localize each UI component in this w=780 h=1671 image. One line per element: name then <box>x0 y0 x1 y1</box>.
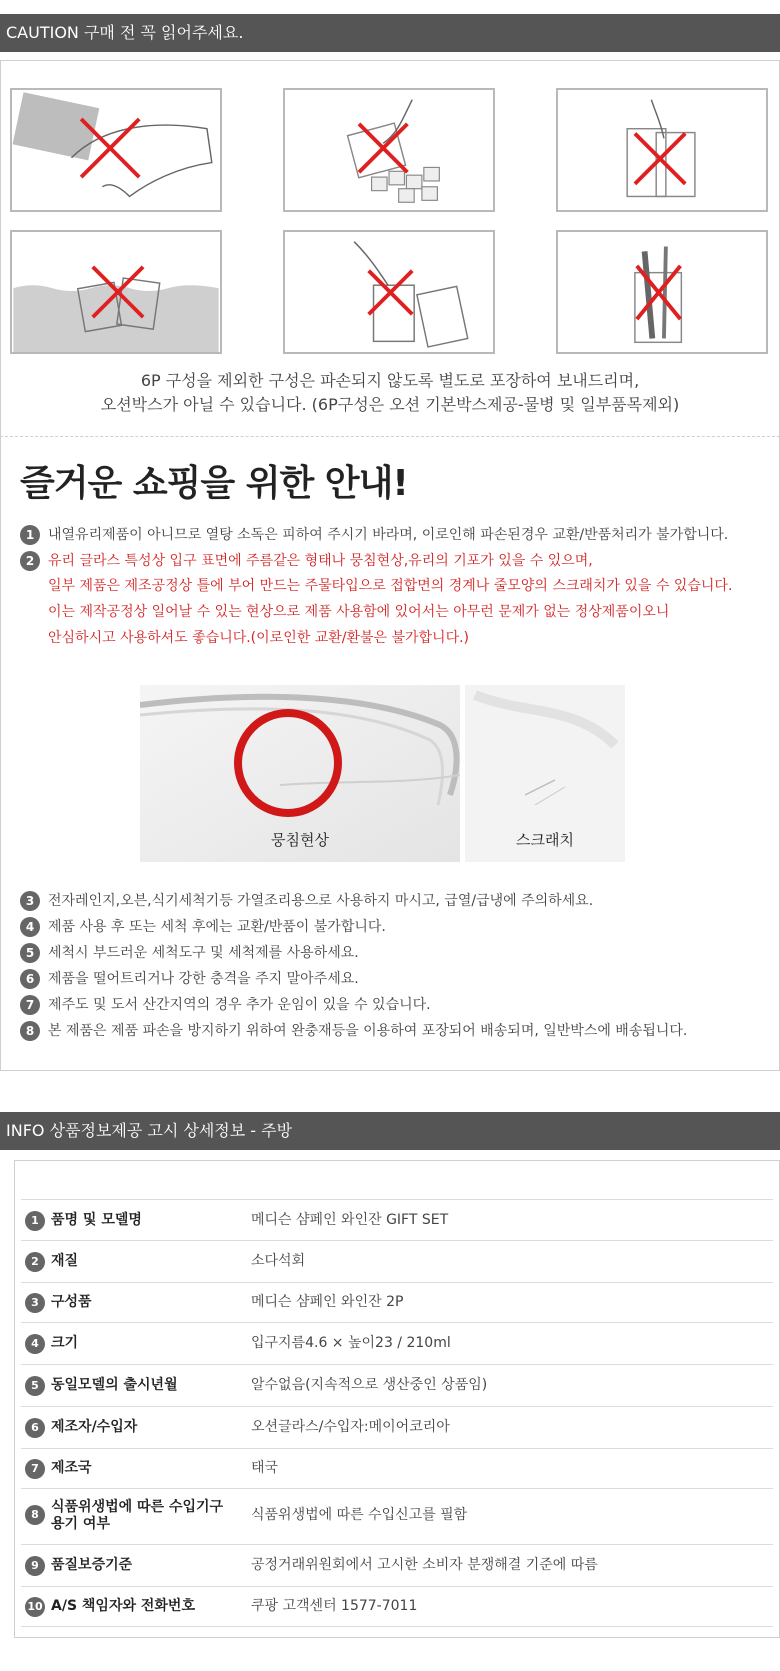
info-value: 태국 <box>251 1460 279 1476</box>
info-row <box>21 1200 773 1241</box>
caution-illustration-soaking <box>10 230 222 354</box>
info-value: 메디슨 샴페인 와인잔 GIFT SET <box>251 1212 449 1228</box>
note-number: 4 <box>20 917 40 937</box>
clumping-photo <box>140 685 460 862</box>
scratch-photo <box>465 685 625 862</box>
clumping-label: 뭉침현상 <box>271 831 329 849</box>
info-value: 입구지름4.6 × 높이23 / 210ml <box>251 1335 451 1351</box>
info-header: INFO 상품정보제공 고시 상세정보 - 주방 <box>0 1112 780 1150</box>
note-item <box>20 917 386 937</box>
note-number: 5 <box>20 943 40 963</box>
info-key-continued: 용기 여부 <box>51 1516 110 1532</box>
info-key: 크기 <box>51 1335 79 1351</box>
info-number: 5 <box>25 1376 45 1396</box>
note-item <box>20 995 431 1015</box>
caution-illustration-ice <box>283 88 495 212</box>
info-number: 4 <box>25 1334 45 1354</box>
note-item <box>20 943 359 963</box>
caution-illustration-hot-cold <box>283 230 495 354</box>
info-key: A/S 책임자와 전화번호 <box>51 1598 195 1614</box>
info-number: 8 <box>25 1505 45 1525</box>
info-value: 오션글라스/수입자:메이어코리아 <box>251 1419 450 1435</box>
info-row <box>21 1241 773 1283</box>
info-key: 품질보증기준 <box>51 1557 133 1573</box>
note-text: 제품을 떨어트리거나 강한 충격을 주지 말아주세요. <box>48 971 359 987</box>
note-text: 전자레인지,오븐,식기세척기등 가열조리용으로 사용하지 마시고, 급열/급냉에 주의하세요. <box>48 893 594 909</box>
info-number: 6 <box>25 1418 45 1438</box>
caution-illustration-pouring <box>10 88 222 212</box>
note-number: 2 <box>20 551 40 571</box>
note-item <box>20 1021 687 1041</box>
info-value: 식품위생법에 따른 수입신고를 필함 <box>251 1507 468 1523</box>
note-text: 제주도 및 도서 산간지역의 경우 추가 운임이 있을 수 있습니다. <box>48 997 431 1013</box>
note-text-continued: 이는 제작공정상 일어날 수 있는 현상으로 제품 사용함에 있어서는 아무런 문제가 없는 정상제품이오니 <box>48 604 670 620</box>
note-number: 3 <box>20 891 40 911</box>
info-table <box>14 1160 780 1638</box>
info-number: 2 <box>25 1252 45 1272</box>
guide-title: 즐거운 쇼핑을 위한 안내! <box>20 463 408 504</box>
info-value: 쿠팡 고객센터 1577-7011 <box>251 1598 418 1614</box>
note-text: 세척시 부드러운 세척도구 및 세척제를 사용하세요. <box>48 945 359 961</box>
info-value: 공정거래위원회에서 고시한 소비자 분쟁해결 기준에 따름 <box>251 1557 598 1573</box>
packing-note-line1: 6P 구성을 제외한 구성은 파손되지 않도록 별도로 포장하여 보내드리며, <box>140 371 640 390</box>
note-item <box>20 969 359 989</box>
note-number: 6 <box>20 969 40 989</box>
info-value: 알수없음(지속적으로 생산중인 상품임) <box>251 1377 488 1393</box>
note-text: 본 제품은 제품 파손을 방지하기 위하여 완충재등을 이용하여 포장되어 배송되며, 일반박스에 배송됩니다. <box>48 1023 688 1039</box>
info-row <box>21 1283 773 1323</box>
info-key: 동일모델의 출시년월 <box>51 1377 178 1393</box>
info-key: 구성품 <box>51 1294 92 1310</box>
note-number: 1 <box>20 525 40 545</box>
info-row <box>21 1365 773 1407</box>
info-key: 재질 <box>51 1253 79 1269</box>
packing-note-line2: 오션박스가 아닐 수 있습니다. (6P구성은 오션 기본박스제공-물병 및 일부품목제외) <box>100 395 680 414</box>
note-item <box>20 891 593 911</box>
info-row <box>21 1449 773 1489</box>
note-number: 7 <box>20 995 40 1015</box>
note-text: 유리 글라스 특성상 입구 표면에 주름같은 형태나 뭉침현상,유리의 기포가 있을 수 있으며, <box>48 553 593 569</box>
note-number: 8 <box>20 1021 40 1041</box>
info-number: 10 <box>25 1597 45 1617</box>
note-text: 제품 사용 후 또는 세척 후에는 교환/반품이 불가합니다. <box>48 919 386 935</box>
note-text-continued: 안심하시고 사용하셔도 좋습니다.(이로인한 교환/환불은 불가합니다.) <box>48 630 470 646</box>
info-number: 3 <box>25 1293 45 1313</box>
note-text: 내열유리제품이 아니므로 열탕 소독은 피하여 주시기 바라며, 이로인해 파손된경우 교환/반품처리가 불가합니다. <box>48 527 729 543</box>
caution-illustration-utensils <box>556 230 768 354</box>
info-row <box>21 1407 773 1449</box>
info-number: 1 <box>25 1211 45 1231</box>
info-value: 소다석회 <box>251 1253 306 1269</box>
scratch-label: 스크래치 <box>516 831 574 849</box>
info-key: 품명 및 모델명 <box>51 1212 142 1228</box>
info-number: 9 <box>25 1556 45 1576</box>
info-key: 제조자/수입자 <box>51 1419 138 1435</box>
info-row <box>21 1545 773 1587</box>
info-number: 7 <box>25 1459 45 1479</box>
section-divider <box>0 436 780 437</box>
note-item <box>20 525 728 545</box>
caution-header: CAUTION 구매 전 꼭 읽어주세요. <box>0 14 780 52</box>
info-key: 식품위생법에 따른 수입기구 <box>51 1499 224 1515</box>
info-key: 제조국 <box>51 1460 92 1476</box>
note-item <box>20 551 593 571</box>
info-row <box>21 1323 773 1365</box>
info-value: 메디슨 샴페인 와인잔 2P <box>251 1294 404 1310</box>
caution-illustration-stacking <box>556 88 768 212</box>
note-text-continued: 일부 제품은 제조공정상 틀에 부어 만드는 주물타입으로 접합면의 경계나 줄모양의 스크래치가 있을 수 있습니다. <box>48 578 733 594</box>
info-row <box>21 1489 773 1545</box>
info-row <box>21 1587 773 1627</box>
